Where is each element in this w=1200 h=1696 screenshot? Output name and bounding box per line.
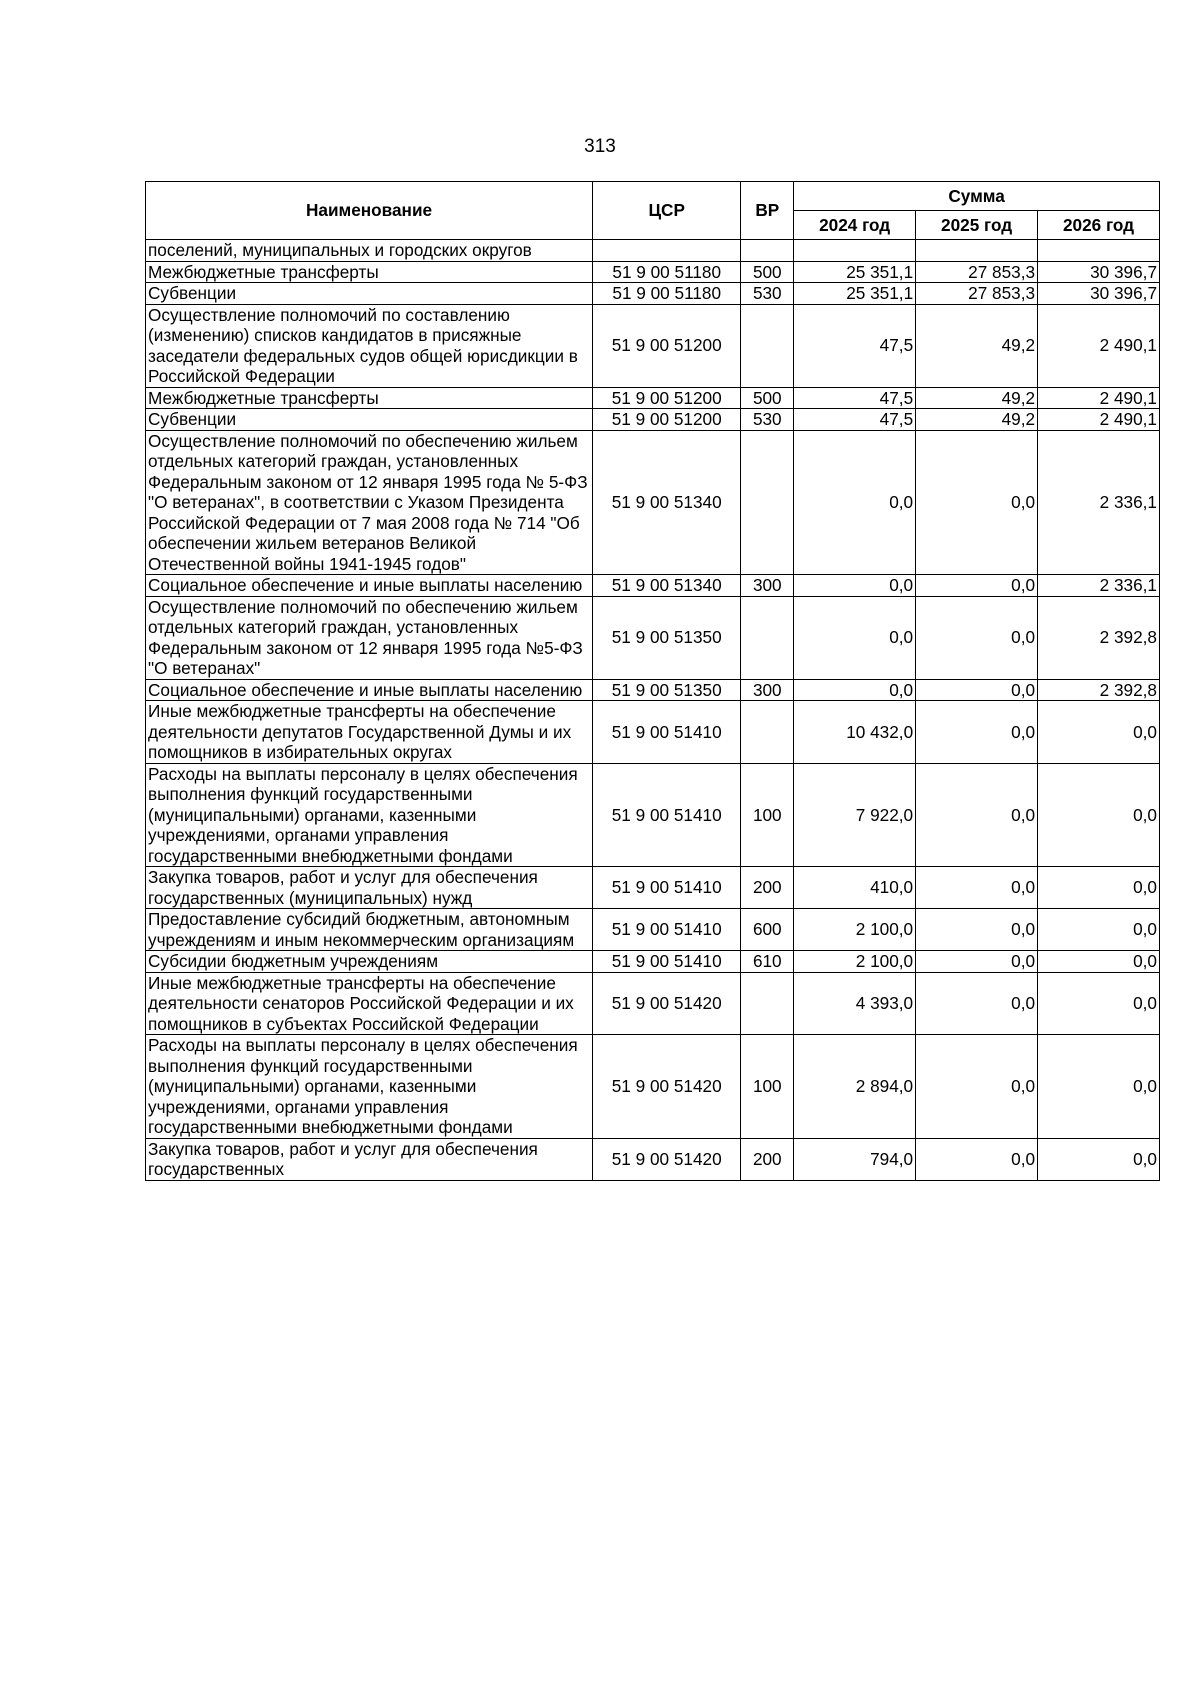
- row-sum-2025: 0,0: [916, 679, 1038, 701]
- budget-table: [145, 181, 1160, 1181]
- row-name: Расходы на выплаты персоналу в целях обеспечения выполнения функций государственными (муниципальными) органами, казенными учреждениями, органами управления государственными внебюджетными фондами: [146, 1035, 593, 1139]
- row-sum-2024: 4 393,0: [794, 972, 916, 1035]
- row-sum-2025: 0,0: [916, 972, 1038, 1035]
- row-csr: 51 9 00 51410: [593, 951, 741, 973]
- row-vr: [741, 972, 794, 1035]
- row-sum-2024: 47,5: [794, 387, 916, 409]
- table-row: [146, 575, 1160, 597]
- row-csr: 51 9 00 51350: [593, 679, 741, 701]
- row-name: Осуществление полномочий по составлению (изменению) списков кандидатов в присяжные заседатели федеральных судов общей юрисдикции в Российской Федерации: [146, 304, 593, 387]
- table-row: [146, 283, 1160, 305]
- row-csr: 51 9 00 51420: [593, 1138, 741, 1180]
- row-csr: 51 9 00 51410: [593, 867, 741, 909]
- table-row: [146, 240, 1160, 262]
- row-sum-2025: 0,0: [916, 909, 1038, 951]
- row-sum-2024: 25 351,1: [794, 261, 916, 283]
- table-row: [146, 261, 1160, 283]
- row-name: Межбюджетные трансферты: [146, 387, 593, 409]
- row-sum-2025: 49,2: [916, 409, 1038, 431]
- row-vr: 500: [741, 387, 794, 409]
- table-header: [146, 182, 1160, 240]
- row-csr: 51 9 00 51200: [593, 409, 741, 431]
- table-row: [146, 387, 1160, 409]
- row-sum-2026: 0,0: [1038, 972, 1160, 1035]
- row-sum-2026: 0,0: [1038, 909, 1160, 951]
- row-name: Социальное обеспечение и иные выплаты населению: [146, 575, 593, 597]
- row-sum-2025: 49,2: [916, 304, 1038, 387]
- row-name: Осуществление полномочий по обеспечению жильем отдельных категорий граждан, установленных Федеральным законом от 12 января 1995 года № 5-ФЗ "О ветеранах", в соответствии с Указом Президента Российской Федерации от 7 мая 2008 года № 714 "Об обеспечении жильем ветеранов Великой Отечественной войны 1941-1945 годов": [146, 430, 593, 575]
- row-sum-2024: 2 100,0: [794, 909, 916, 951]
- row-csr: 51 9 00 51420: [593, 1035, 741, 1139]
- row-vr: 300: [741, 679, 794, 701]
- row-vr: 600: [741, 909, 794, 951]
- row-sum-2024: 2 100,0: [794, 951, 916, 973]
- row-name: Закупка товаров, работ и услуг для обеспечения государственных: [146, 1138, 593, 1180]
- row-vr: 300: [741, 575, 794, 597]
- row-csr: 51 9 00 51340: [593, 575, 741, 597]
- table-row: [146, 972, 1160, 1035]
- row-sum-2026: 0,0: [1038, 763, 1160, 867]
- row-name: Предоставление субсидий бюджетным, автономным учреждениям и иным некоммерческим организациям: [146, 909, 593, 951]
- page-number: 313: [584, 136, 616, 157]
- row-sum-2025: 0,0: [916, 430, 1038, 575]
- table-row: [146, 763, 1160, 867]
- row-name: Осуществление полномочий по обеспечению жильем отдельных категорий граждан, установленных Федеральным законом от 12 января 1995 года №5-ФЗ "О ветеранах": [146, 596, 593, 679]
- row-vr: [741, 701, 794, 764]
- row-csr: 51 9 00 51410: [593, 763, 741, 867]
- header-csr: ЦСР: [593, 182, 741, 240]
- row-sum-2025: 0,0: [916, 951, 1038, 973]
- row-vr: 530: [741, 409, 794, 431]
- row-sum-2025: 0,0: [916, 701, 1038, 764]
- header-vr: ВР: [741, 182, 794, 240]
- row-sum-2026: 2 392,8: [1038, 679, 1160, 701]
- row-csr: 51 9 00 51200: [593, 387, 741, 409]
- table-row: [146, 679, 1160, 701]
- table-row: [146, 951, 1160, 973]
- row-sum-2026: 30 396,7: [1038, 261, 1160, 283]
- row-sum-2025: 49,2: [916, 387, 1038, 409]
- table-row: [146, 867, 1160, 909]
- row-vr: 200: [741, 867, 794, 909]
- row-sum-2026: 0,0: [1038, 701, 1160, 764]
- table-row: [146, 304, 1160, 387]
- row-name: поселений, муниципальных и городских округов: [146, 240, 593, 262]
- row-name: Социальное обеспечение и иные выплаты населению: [146, 679, 593, 701]
- row-name: Закупка товаров, работ и услуг для обеспечения государственных (муниципальных) нужд: [146, 867, 593, 909]
- row-sum-2026: 2 392,8: [1038, 596, 1160, 679]
- row-sum-2024: 47,5: [794, 409, 916, 431]
- row-name: Иные межбюджетные трансферты на обеспечение деятельности депутатов Государственной Думы и их помощников в избирательных округах: [146, 701, 593, 764]
- row-vr: [741, 596, 794, 679]
- row-sum-2025: 0,0: [916, 763, 1038, 867]
- row-vr: [741, 430, 794, 575]
- row-csr: 51 9 00 51200: [593, 304, 741, 387]
- row-sum-2026: [1038, 240, 1160, 262]
- row-sum-2026: 0,0: [1038, 1035, 1160, 1139]
- row-sum-2025: 0,0: [916, 575, 1038, 597]
- table-row: [146, 701, 1160, 764]
- row-csr: 51 9 00 51410: [593, 701, 741, 764]
- row-name: Субвенции: [146, 409, 593, 431]
- header-name: Наименование: [146, 182, 593, 240]
- table-row: [146, 409, 1160, 431]
- row-sum-2024: 7 922,0: [794, 763, 916, 867]
- row-sum-2025: 0,0: [916, 1138, 1038, 1180]
- row-vr: 200: [741, 1138, 794, 1180]
- row-sum-2024: 410,0: [794, 867, 916, 909]
- row-name: Субвенции: [146, 283, 593, 305]
- row-sum-2024: 25 351,1: [794, 283, 916, 305]
- row-sum-2024: 794,0: [794, 1138, 916, 1180]
- row-sum-2026: 2 490,1: [1038, 387, 1160, 409]
- row-sum-2024: 0,0: [794, 596, 916, 679]
- row-vr: 500: [741, 261, 794, 283]
- row-sum-2026: 2 336,1: [1038, 430, 1160, 575]
- table-body: [146, 240, 1160, 1181]
- row-sum-2024: 0,0: [794, 575, 916, 597]
- row-name: Межбюджетные трансферты: [146, 261, 593, 283]
- row-sum-2024: 0,0: [794, 430, 916, 575]
- row-vr: 100: [741, 763, 794, 867]
- row-sum-2026: 2 336,1: [1038, 575, 1160, 597]
- row-sum-2025: 0,0: [916, 596, 1038, 679]
- row-vr: 530: [741, 283, 794, 305]
- row-csr: 51 9 00 51180: [593, 283, 741, 305]
- table-row: [146, 909, 1160, 951]
- row-sum-2026: 0,0: [1038, 867, 1160, 909]
- row-sum-2024: 47,5: [794, 304, 916, 387]
- row-sum-2025: 0,0: [916, 1035, 1038, 1139]
- row-name: Субсидии бюджетным учреждениям: [146, 951, 593, 973]
- header-year-2026: 2026 год: [1038, 211, 1160, 240]
- row-sum-2024: 0,0: [794, 679, 916, 701]
- row-sum-2024: 10 432,0: [794, 701, 916, 764]
- row-sum-2025: 27 853,3: [916, 283, 1038, 305]
- row-vr: 100: [741, 1035, 794, 1139]
- row-sum-2025: [916, 240, 1038, 262]
- table-row: [146, 430, 1160, 575]
- row-sum-2026: 0,0: [1038, 951, 1160, 973]
- row-csr: 51 9 00 51350: [593, 596, 741, 679]
- row-sum-2025: 27 853,3: [916, 261, 1038, 283]
- row-csr: 51 9 00 51420: [593, 972, 741, 1035]
- table-row: [146, 596, 1160, 679]
- header-year-2024: 2024 год: [794, 211, 916, 240]
- row-sum-2024: 2 894,0: [794, 1035, 916, 1139]
- row-csr: 51 9 00 51180: [593, 261, 741, 283]
- table-row: [146, 1138, 1160, 1180]
- row-sum-2026: 30 396,7: [1038, 283, 1160, 305]
- header-sum: Сумма: [794, 182, 1160, 211]
- header-year-2025: 2025 год: [916, 211, 1038, 240]
- row-csr: 51 9 00 51410: [593, 909, 741, 951]
- row-sum-2025: 0,0: [916, 867, 1038, 909]
- row-csr: 51 9 00 51340: [593, 430, 741, 575]
- row-vr: 610: [741, 951, 794, 973]
- row-vr: [741, 304, 794, 387]
- row-csr: [593, 240, 741, 262]
- table-row: [146, 1035, 1160, 1139]
- row-sum-2026: 2 490,1: [1038, 409, 1160, 431]
- row-name: Расходы на выплаты персоналу в целях обеспечения выполнения функций государственными (муниципальными) органами, казенными учреждениями, органами управления государственными внебюджетными фондами: [146, 763, 593, 867]
- row-sum-2026: 0,0: [1038, 1138, 1160, 1180]
- row-vr: [741, 240, 794, 262]
- row-sum-2026: 2 490,1: [1038, 304, 1160, 387]
- row-name: Иные межбюджетные трансферты на обеспечение деятельности сенаторов Российской Федерации и их помощников в субъектах Российской Федерации: [146, 972, 593, 1035]
- row-sum-2024: [794, 240, 916, 262]
